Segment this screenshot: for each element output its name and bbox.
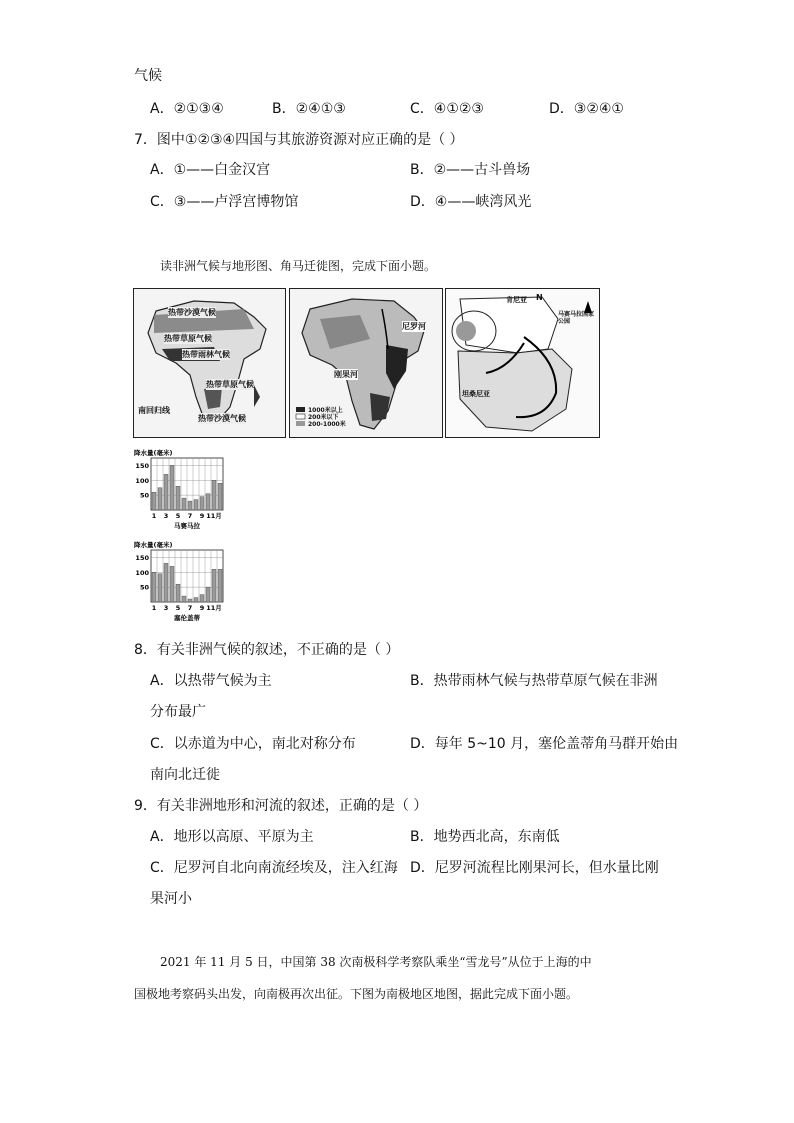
- chart-ylabel: 降水量(毫米): [134, 449, 173, 457]
- x-tick-label: 3: [163, 604, 169, 612]
- q7-option-c[interactable]: C．③——卢浮宫博物馆: [150, 194, 299, 210]
- x-tick-label: 9: [199, 604, 205, 612]
- intro-antarctica-line1: 2021 年 11 月 5 日，中国第 38 次南极科学考察队乘坐“雪龙号”从位于上海的中: [160, 955, 592, 969]
- africa-climate-map: [133, 288, 286, 438]
- congo-label: 刚果河: [334, 370, 358, 379]
- intro-antarctica-line2: 国极地考察码头出发，向南极再次出征。下图为南极地区地图，据此完成下面小题。: [134, 987, 579, 1001]
- y-tick-label: 100: [135, 568, 149, 577]
- q8-option-c[interactable]: C．以赤道为中心，南北对称分布: [150, 736, 356, 752]
- chart-ylabel: 降水量(毫米): [134, 541, 173, 549]
- x-tick-label: 9: [199, 512, 205, 520]
- rainfall-chart-masai-mara: [133, 448, 233, 534]
- climate-label-3: 热带雨林气候: [182, 350, 230, 359]
- q7-stem: 7．图中①②③④四国与其旅游资源对应正确的是（ ）: [134, 132, 464, 148]
- bar-month-10: [206, 494, 210, 510]
- climate-label-1: 热带沙漠气候: [168, 308, 216, 317]
- climate-label-4: 热带草原气候: [206, 380, 254, 389]
- x-tick-label: 5: [175, 604, 181, 612]
- q9-option-b[interactable]: B．地势西北高，东南低: [410, 829, 560, 845]
- nile-label: 尼罗河: [402, 322, 426, 331]
- bar-month-1: [152, 572, 156, 602]
- bar-month-9: [200, 497, 204, 510]
- terrain-legend-3: 200-1000米: [308, 421, 346, 428]
- y-tick-label: 100: [135, 476, 149, 485]
- bar-month-6: [182, 596, 186, 602]
- bar-month-11: [212, 480, 216, 510]
- chart-title: 塞伦盖蒂: [174, 614, 200, 622]
- bar-month-10: [206, 587, 210, 602]
- prev-option-a[interactable]: A．②①③④: [150, 101, 224, 117]
- north-arrow-label: N: [536, 293, 543, 302]
- intro-africa: 读非洲气候与地形图、角马迁徙图，完成下面小题。: [160, 259, 437, 273]
- prev-option-b[interactable]: B．②④①③: [272, 101, 346, 117]
- masai-mara-label: 马赛马拉国家公园: [558, 311, 595, 325]
- x-tick-label: 1: [151, 512, 157, 520]
- bar-month-12: [218, 483, 222, 510]
- tropic-capricorn-label: 南回归线: [138, 406, 170, 415]
- bar-month-4: [170, 566, 174, 602]
- tanzania-label: 坦桑尼亚: [462, 390, 490, 398]
- y-tick-label: 50: [139, 491, 149, 500]
- bar-month-3: [164, 474, 168, 510]
- bar-month-8: [194, 598, 198, 602]
- y-tick-label: 50: [139, 583, 149, 592]
- migration-map: [445, 288, 600, 438]
- bar-month-1: [152, 492, 156, 510]
- climate-label-5: 热带沙漠气候: [198, 414, 246, 423]
- x-tick-label: 7: [187, 604, 193, 612]
- chart-title: 马赛马拉: [174, 522, 200, 530]
- q7-option-d[interactable]: D．④——峡湾风光: [410, 194, 532, 210]
- bar-month-2: [158, 574, 162, 602]
- bar-month-8: [194, 500, 198, 510]
- bar-month-12: [218, 569, 222, 602]
- x-tick-label: 1: [151, 604, 157, 612]
- africa-terrain-map: [289, 288, 443, 438]
- rainfall-chart-svg-1: [133, 540, 233, 626]
- y-tick-label: 150: [135, 553, 149, 562]
- bar-month-5: [176, 584, 180, 602]
- x-tick-label: 5: [175, 512, 181, 520]
- terrain-legend-2: 200米以下: [308, 414, 339, 421]
- bar-month-9: [200, 595, 204, 602]
- kenya-label: 肯尼亚: [506, 296, 527, 304]
- prev-option-c[interactable]: C．④①②③: [410, 101, 484, 117]
- bar-month-7: [188, 599, 192, 602]
- bar-month-5: [176, 486, 180, 510]
- q9-option-c[interactable]: C．尼罗河自北向南流经埃及，注入红海: [150, 860, 398, 876]
- x-tick-label: 11月: [206, 512, 222, 520]
- q9-option-d[interactable]: D．尼罗河流程比刚果河长，但水量比刚: [410, 860, 659, 876]
- rainfall-chart-svg-0: [133, 448, 233, 534]
- bar-month-11: [212, 569, 216, 602]
- q8-stem: 8．有关非洲气候的叙述，不正确的是（ ）: [134, 642, 400, 658]
- q9-option-d-cont: 果河小: [150, 891, 192, 907]
- q9-stem: 9．有关非洲地形和河流的叙述，正确的是（ ）: [134, 798, 428, 814]
- rainfall-chart-serengeti: [133, 540, 233, 626]
- x-tick-label: 11月: [206, 604, 222, 612]
- bar-month-2: [158, 488, 162, 510]
- y-tick-label: 150: [135, 461, 149, 470]
- q8-option-d[interactable]: D．每年 5~10 月，塞伦盖蒂角马群开始由: [410, 736, 679, 752]
- x-tick-label: 3: [163, 512, 169, 520]
- bar-month-7: [188, 501, 192, 510]
- q8-option-a[interactable]: A．以热带气候为主: [150, 673, 272, 689]
- bar-month-6: [182, 498, 186, 510]
- q7-option-a[interactable]: A．①——白金汉宫: [150, 162, 271, 178]
- q8-option-b[interactable]: B．热带雨林气候与热带草原气候在非洲: [410, 673, 658, 689]
- bar-month-4: [170, 465, 174, 510]
- terrain-legend-1: 1000米以上: [308, 407, 343, 414]
- prev-question-tail: 气候: [134, 68, 162, 84]
- x-tick-label: 7: [187, 512, 193, 520]
- q7-option-b[interactable]: B．②——古斗兽场: [410, 162, 531, 178]
- q8-option-d-cont: 南向北迁徙: [150, 767, 220, 783]
- climate-label-2: 热带草原气候: [164, 334, 212, 343]
- prev-option-d[interactable]: D．③②④①: [549, 101, 624, 117]
- bar-month-3: [164, 563, 168, 602]
- q9-option-a[interactable]: A．地形以高原、平原为主: [150, 829, 314, 845]
- q8-option-b-cont: 分布最广: [150, 704, 206, 720]
